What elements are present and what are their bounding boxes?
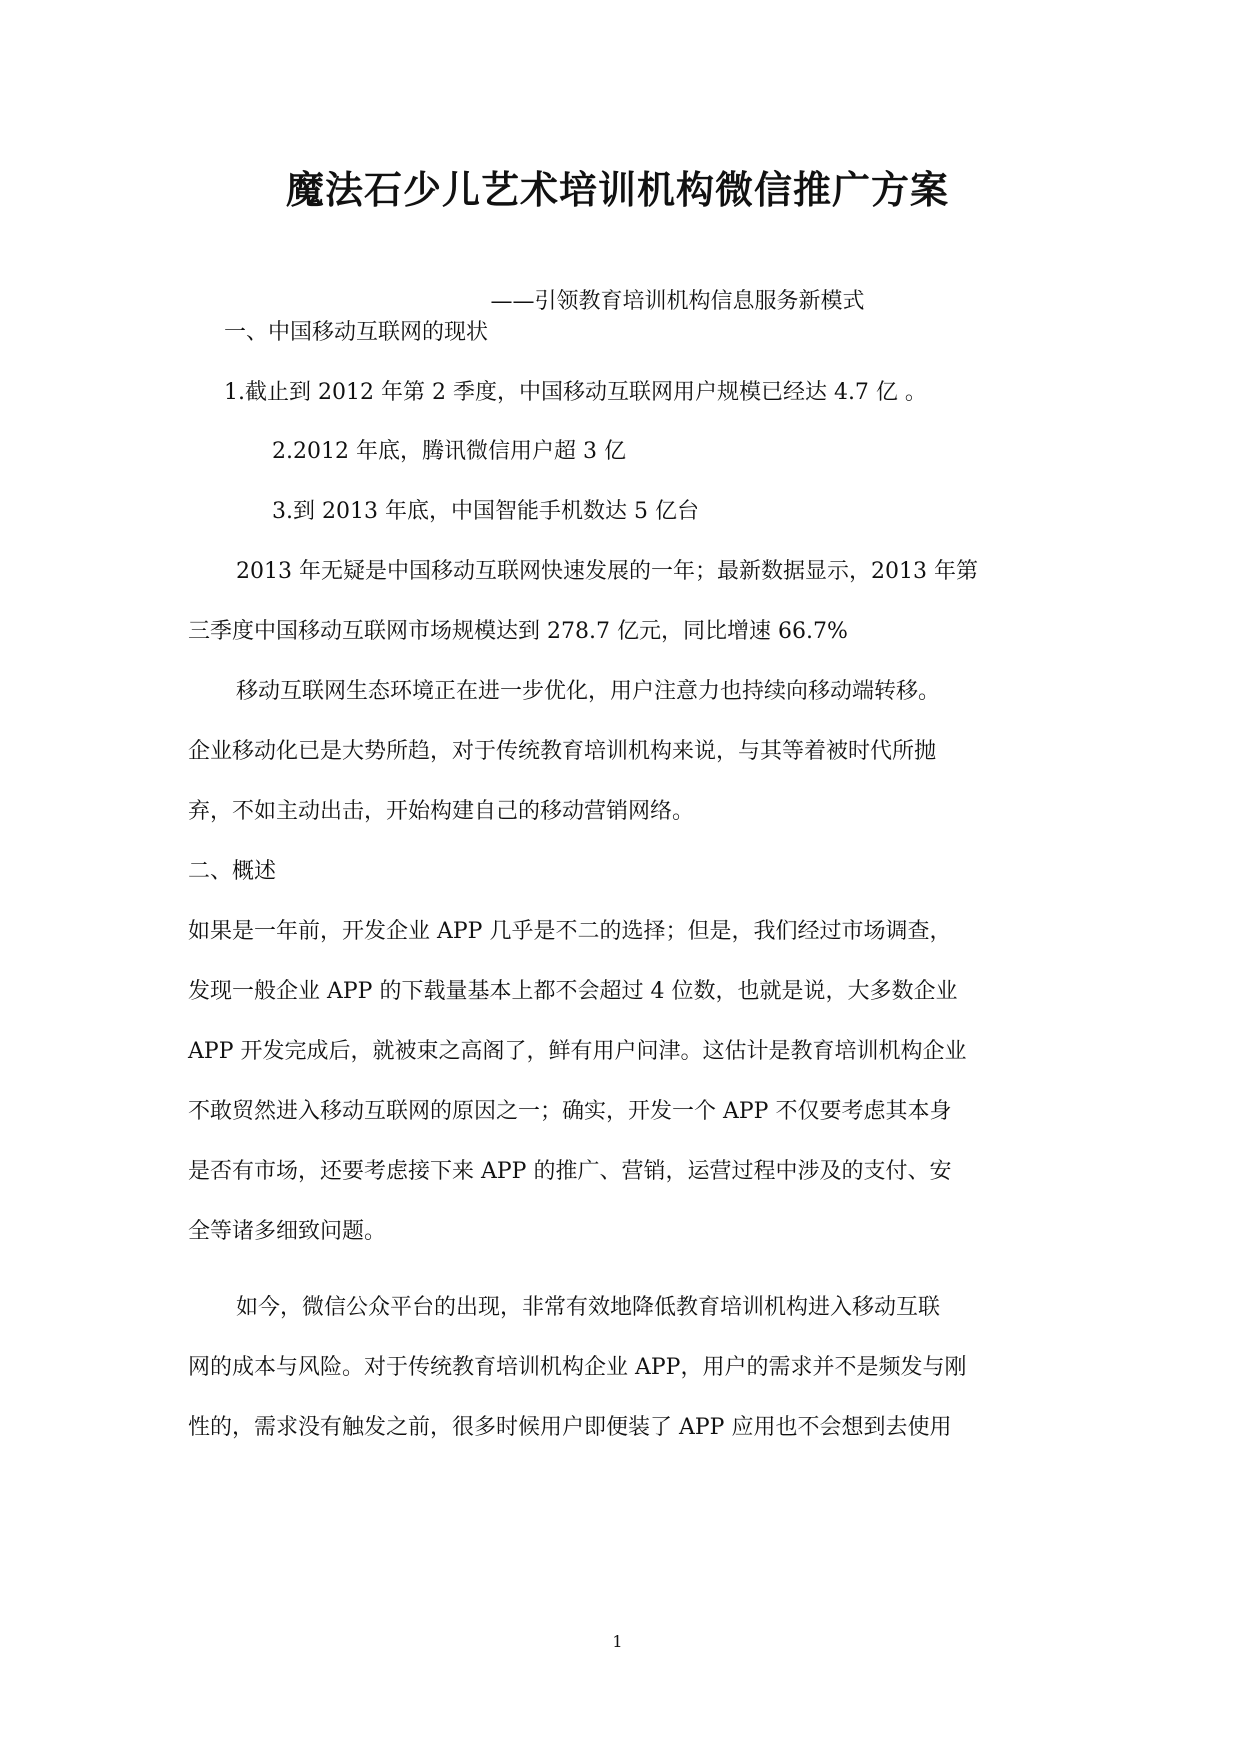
paragraph-line: 发现一般企业 APP 的下载量基本上都不会超过 4 位数，也就是说，大多数企业 (188, 979, 958, 1004)
paragraph-line: 弃，不如主动出击，开始构建自己的移动营销网络。 (188, 799, 695, 824)
list-item: 1.截止到 2012 年第 2 季度，中国移动互联网用户规模已经达 4.7 亿 。 (224, 380, 927, 405)
section-heading: 一、中国移动互联网的现状 (224, 320, 489, 345)
list-item: 3.到 2013 年底，中国智能手机数达 5 亿台 (272, 499, 699, 524)
paragraph-line: 2013 年无疑是中国移动互联网快速发展的一年；最新数据显示，2013 年第 (236, 559, 978, 584)
paragraph-line: APP 开发完成后，就被束之高阁了，鲜有用户问津。这估计是教育培训机构企业 (188, 1039, 967, 1064)
document-subtitle: ——引领教育培训机构信息服务新模式 (490, 289, 865, 314)
paragraph-line: 移动互联网生态环境正在进一步优化，用户注意力也持续向移动端转移。 (236, 679, 941, 704)
paragraph-line: 性的，需求没有触发之前，很多时候用户即便装了 APP 应用也不会想到去使用 (188, 1415, 952, 1440)
paragraph-line: 企业移动化已是大势所趋，对于传统教育培训机构来说，与其等着被时代所抛 (188, 739, 937, 764)
paragraph-line: 全等诸多细致问题。 (188, 1219, 387, 1244)
paragraph-line: 如今，微信公众平台的出现，非常有效地降低教育培训机构进入移动互联 (236, 1295, 941, 1320)
paragraph-line: 不敢贸然进入移动互联网的原因之一；确实，开发一个 APP 不仅要考虑其本身 (188, 1099, 952, 1124)
list-item: 2.2012 年底，腾讯微信用户超 3 亿 (272, 439, 626, 464)
paragraph-line: 是否有市场，还要考虑接下来 APP 的推广、营销，运营过程中涉及的支付、安 (188, 1159, 952, 1184)
paragraph-line: 三季度中国移动互联网市场规模达到 278.7 亿元，同比增速 66.7% (188, 619, 848, 644)
paragraph-line: 网的成本与风险。对于传统教育培训机构企业 APP，用户的需求并不是频发与刚 (188, 1355, 967, 1380)
document-title: 魔法石少儿艺术培训机构微信推广方案 (285, 167, 949, 212)
paragraph-line: 如果是一年前，开发企业 APP 几乎是不二的选择；但是，我们经过市场调查， (188, 919, 952, 944)
section-heading: 二、概述 (188, 859, 277, 884)
page-number: 1 (612, 1632, 623, 1651)
